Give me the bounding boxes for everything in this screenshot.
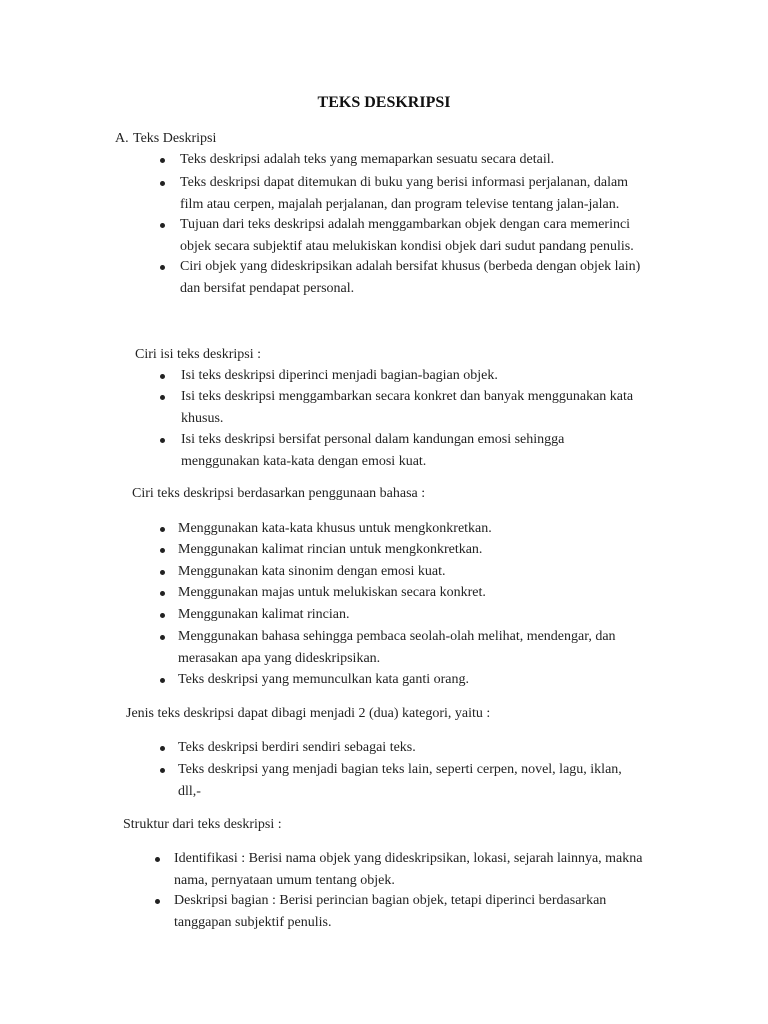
bullet-icon xyxy=(160,223,165,228)
section-marker: A. xyxy=(115,131,129,146)
bullet-icon xyxy=(160,678,165,683)
list-item-line: Menggunakan kata sinonim dengan emosi kuat. xyxy=(178,564,446,579)
bullet-icon xyxy=(160,158,165,163)
list-item-line: Teks deskripsi yang menjadi bagian teks lain, seperti cerpen, novel, lagu, iklan, xyxy=(178,762,622,777)
list-item-line: tanggapan subjektif penulis. xyxy=(174,914,332,930)
bullet-icon xyxy=(160,438,165,443)
list-item-line: menggunakan kata-kata dengan emosi kuat. xyxy=(181,453,427,469)
section-heading: Teks Deskripsi xyxy=(133,131,217,146)
bullet-icon xyxy=(155,857,160,862)
document-title: TEKS DESKRIPSI xyxy=(317,94,451,111)
list-item-line: Menggunakan bahasa sehingga pembaca seolah-olah melihat, mendengar, dan xyxy=(178,629,616,644)
section-heading: Ciri teks deskripsi berdasarkan penggunaan bahasa : xyxy=(132,486,426,501)
list-item-line: Deskripsi bagian : Berisi perincian bagian objek, tetapi diperinci berdasarkan xyxy=(174,893,607,908)
list-item-line: Isi teks deskripsi bersifat personal dalam kandungan emosi sehingga xyxy=(181,432,565,447)
list-item-line: khusus. xyxy=(181,410,224,426)
list-item-line: Teks deskripsi dapat ditemukan di buku yang berisi informasi perjalanan, dalam xyxy=(180,175,629,190)
bullet-icon xyxy=(160,548,165,553)
bullet-icon xyxy=(160,265,165,270)
bullet-icon xyxy=(155,899,160,904)
list-item-line: Teks deskripsi berdiri sendiri sebagai teks. xyxy=(178,740,416,755)
list-item-line: merasakan apa yang dideskripsikan. xyxy=(178,650,381,666)
list-item-line: Isi teks deskripsi menggambarkan secara konkret dan banyak menggunakan kata xyxy=(181,389,634,404)
list-item-line: Teks deskripsi adalah teks yang memaparkan sesuatu secara detail. xyxy=(180,152,555,167)
bullet-icon xyxy=(160,591,165,596)
bullet-icon xyxy=(160,181,165,186)
list-item-line: Identifikasi : Berisi nama objek yang dideskripsikan, lokasi, sejarah lainnya, makna xyxy=(174,851,643,866)
list-item-line: objek secara subjektif atau melukiskan kondisi objek dari sudut pandang penulis. xyxy=(180,238,634,254)
section-heading: Struktur dari teks deskripsi : xyxy=(123,817,282,832)
bullet-icon xyxy=(160,746,165,751)
section-heading: Jenis teks deskripsi dapat dibagi menjadi 2 (dua) kategori, yaitu : xyxy=(126,706,491,721)
section-heading: Ciri isi teks deskripsi : xyxy=(135,347,261,362)
list-item-line: Tujuan dari teks deskripsi adalah menggambarkan objek dengan cara memerinci xyxy=(180,217,631,232)
list-item-line: Ciri objek yang dideskripsikan adalah bersifat khusus (berbeda dengan objek lain) xyxy=(180,259,641,274)
list-item-line: Isi teks deskripsi diperinci menjadi bagian-bagian objek. xyxy=(181,368,498,383)
list-item-line: dll,- xyxy=(178,784,201,799)
list-item-line: Menggunakan kata-kata khusus untuk mengkonkretkan. xyxy=(178,521,492,536)
bullet-icon xyxy=(160,374,165,379)
bullet-icon xyxy=(160,635,165,640)
bullet-icon xyxy=(160,395,165,400)
bullet-icon xyxy=(160,527,165,532)
list-item-line: Teks deskripsi yang memunculkan kata ganti orang. xyxy=(178,672,469,687)
list-item-line: film atau cerpen, majalah perjalanan, dan program televise tentang jalan-jalan. xyxy=(180,196,620,212)
list-item-line: Menggunakan majas untuk melukiskan secara konkret. xyxy=(178,585,486,600)
bullet-icon xyxy=(160,768,165,773)
list-item-line: Menggunakan kalimat rincian untuk mengkonkretkan. xyxy=(178,542,483,557)
list-item-line: nama, pernyataan umum tentang objek. xyxy=(174,872,395,888)
list-item-line: dan bersifat pendapat personal. xyxy=(180,280,355,296)
bullet-icon xyxy=(160,570,165,575)
bullet-icon xyxy=(160,613,165,618)
list-item-line: Menggunakan kalimat rincian. xyxy=(178,607,350,622)
